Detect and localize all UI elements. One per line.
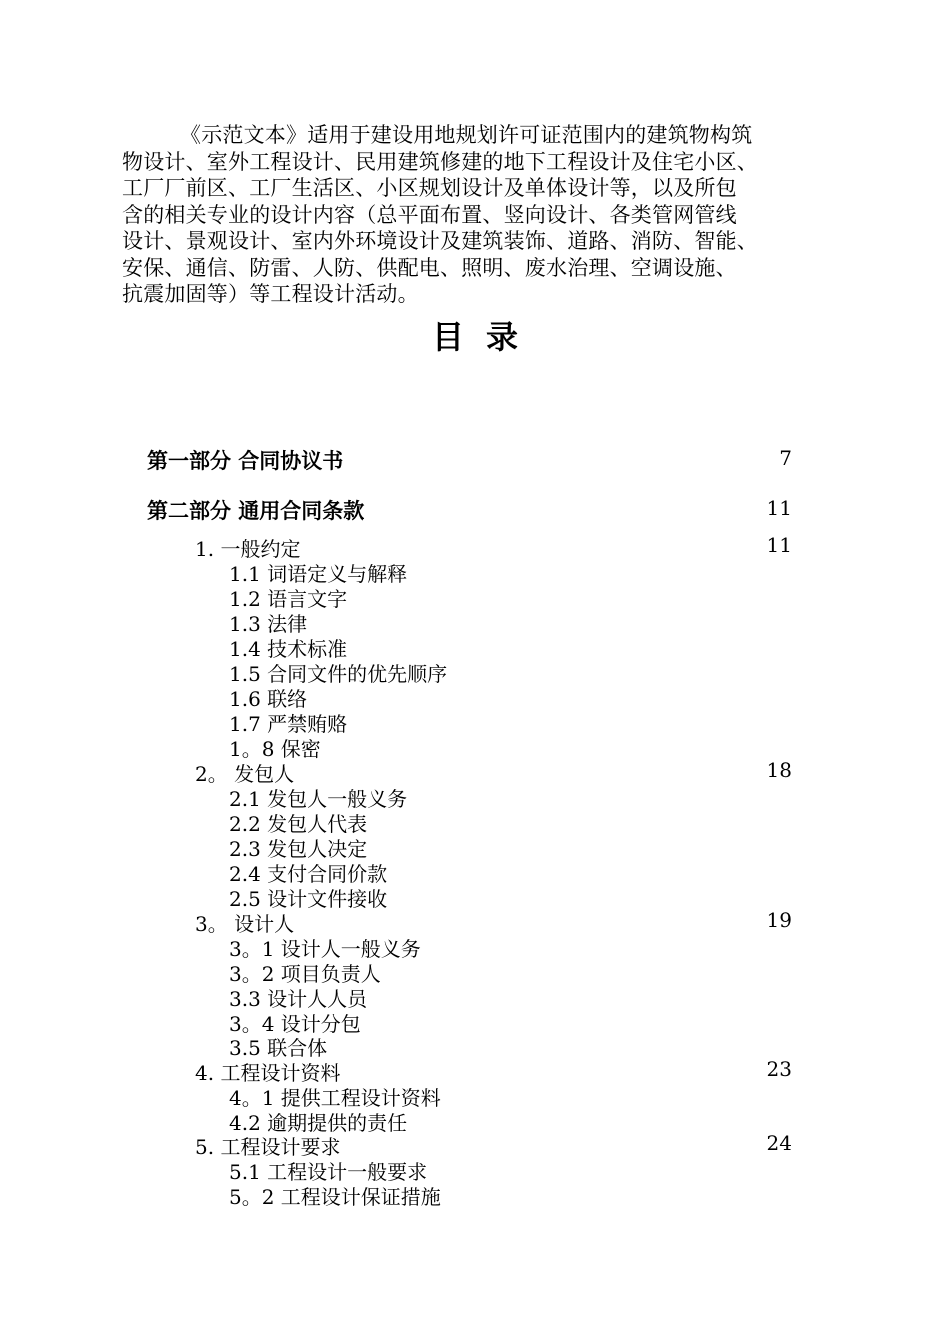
toc-section-4[interactable]: 4. 工程设计资料 (195, 1061, 341, 1085)
toc-section-2-page: 18 (766, 758, 792, 782)
toc-item-1-1[interactable]: 1.1 词语定义与解释 (229, 562, 408, 586)
toc-part-1-page: 7 (779, 446, 792, 470)
toc-part-2-page: 11 (766, 496, 792, 520)
intro-paragraph (122, 122, 842, 308)
toc-item-1-5[interactable]: 1.5 合同文件的优先顺序 (229, 662, 448, 686)
toc-item-1-3[interactable]: 1.3 法律 (229, 612, 308, 636)
toc-item-3-1[interactable]: 3。1 设计人一般义务 (229, 937, 421, 961)
toc-section-4-page: 23 (766, 1057, 792, 1081)
toc-item-3-2[interactable]: 3。2 项目负责人 (229, 962, 381, 986)
toc-part-1-label[interactable]: 第一部分 合同协议书 (147, 448, 344, 473)
toc-section-2[interactable]: 2。 发包人 (195, 762, 295, 786)
toc-section-5-page: 24 (766, 1131, 792, 1155)
toc-item-2-4[interactable]: 2.4 支付合同价款 (229, 862, 388, 886)
intro-line: 抗震加固等）等工程设计活动。 (122, 282, 419, 306)
intro-line: 工厂厂前区、工厂生活区、小区规划设计及单体设计等，以及所包 (122, 176, 737, 200)
toc-item-1-8[interactable]: 1。8 保密 (229, 737, 321, 761)
toc-item-1-6[interactable]: 1.6 联络 (229, 687, 308, 711)
toc-section-5[interactable]: 5. 工程设计要求 (195, 1135, 341, 1159)
toc-item-2-5[interactable]: 2.5 设计文件接收 (229, 887, 388, 911)
toc-item-2-2[interactable]: 2.2 发包人代表 (229, 812, 368, 836)
toc-item-5-2[interactable]: 5。2 工程设计保证措施 (229, 1185, 441, 1209)
intro-line: 安保、通信、防雷、人防、供配电、照明、废水治理、空调设施、 (122, 255, 737, 280)
intro-line: 含的相关专业的设计内容（总平面布置、竖向设计、各类管网管线 (122, 202, 737, 227)
toc-item-3-4[interactable]: 3。4 设计分包 (229, 1012, 361, 1036)
toc-title: 目录 (431, 318, 540, 356)
toc-item-4-1[interactable]: 4。1 提供工程设计资料 (229, 1086, 441, 1110)
toc-section-1-page: 11 (766, 533, 792, 557)
toc-item-2-3[interactable]: 2.3 发包人决定 (229, 837, 368, 861)
toc-item-1-2[interactable]: 1.2 语言文字 (229, 587, 348, 611)
toc-section-1[interactable]: 1. 一般约定 (195, 537, 301, 561)
toc-part-2-label[interactable]: 第二部分 通用合同条款 (147, 498, 365, 523)
toc-item-4-2[interactable]: 4.2 逾期提供的责任 (229, 1111, 408, 1135)
toc-item-3-5[interactable]: 3.5 联合体 (229, 1036, 328, 1060)
toc-item-2-1[interactable]: 2.1 发包人一般义务 (229, 787, 408, 811)
toc-section-3-page: 19 (766, 908, 792, 932)
intro-line: 物设计、室外工程设计、民用建筑修建的地下工程设计及住宅小区、 (122, 149, 758, 174)
toc-item-1-7[interactable]: 1.7 严禁贿赂 (229, 712, 348, 736)
toc-item-3-3[interactable]: 3.3 设计人人员 (229, 987, 368, 1011)
toc-item-5-1[interactable]: 5.1 工程设计一般要求 (229, 1160, 428, 1184)
toc-section-3[interactable]: 3。 设计人 (195, 912, 295, 936)
intro-line: 设计、景观设计、室内外环境设计及建筑装饰、道路、消防、智能、 (122, 229, 758, 253)
toc-item-1-4[interactable]: 1.4 技术标准 (229, 637, 348, 661)
intro-line: 《示范文本》适用于建设用地规划许可证范围内的建筑物构筑 (180, 123, 753, 147)
